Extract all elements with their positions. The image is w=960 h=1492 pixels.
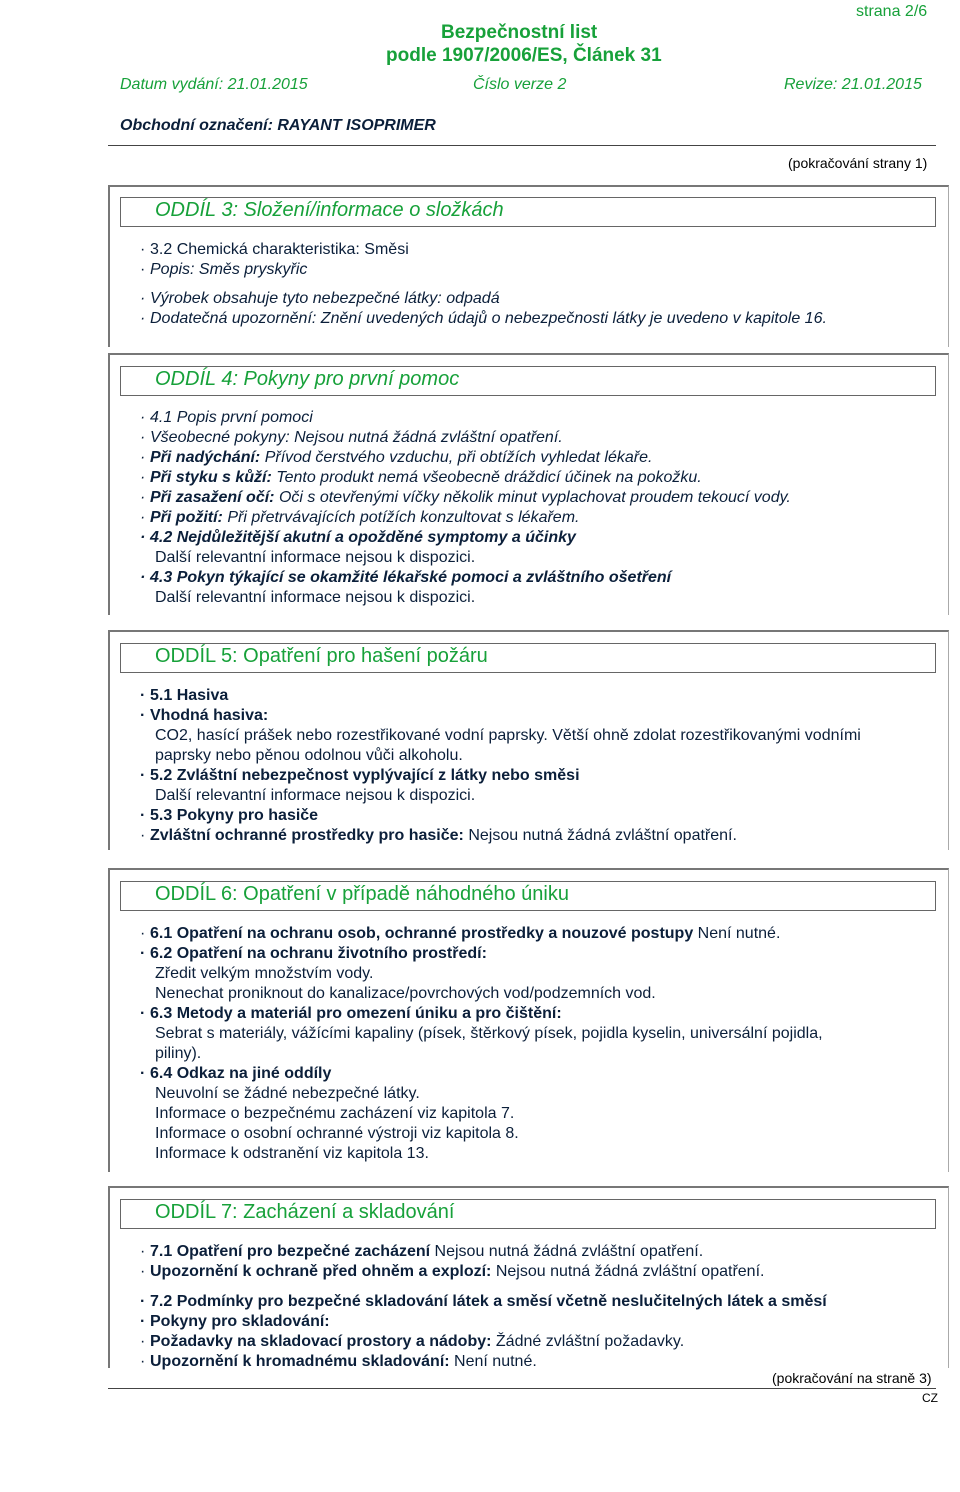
- s5-line-1: · 5.1 Hasiva: [140, 687, 229, 704]
- section-5-title: ODDÍL 5: Opatření pro hašení požáru: [155, 645, 488, 667]
- document-subtitle: podle 1907/2006/ES, Článek 31: [386, 45, 662, 66]
- section-7-title: ODDÍL 7: Zacházení a skladování: [155, 1201, 455, 1223]
- s7-line-5: · Požadavky na skladovací prostory a nádoby: Žádné zvláštní požadavky.: [140, 1333, 685, 1350]
- s7-line-2: · Upozornění k ochraně před ohněm a explozí: Nejsou nutná žádná zvláštní opatření.: [140, 1263, 765, 1280]
- s4-line-4: · Při styku s kůží: Tento produkt nemá všeobecně dráždicí účinek na pokožku.: [140, 469, 702, 486]
- s5-line-2: · Vhodná hasiva:: [140, 707, 269, 724]
- issue-date: Datum vydání: 21.01.2015: [120, 76, 308, 93]
- header-rule: [108, 145, 936, 146]
- s7-line-3: · 7.2 Podmínky pro bezpečné skladování látek a směsí včetně neslučitelných látek a směsí: [140, 1293, 827, 1310]
- footer-rule: [108, 1388, 936, 1389]
- section-4-title: ODDÍL 4: Pokyny pro první pomoc: [155, 368, 460, 390]
- s5-line-6: Další relevantní informace nejsou k dispozici.: [155, 787, 476, 804]
- s5-line-4: paprsky nebo pěnou odolnou vůči alkoholu.: [155, 747, 463, 764]
- s4-line-10: Další relevantní informace nejsou k dispozici.: [155, 589, 476, 606]
- s3-line-3: · Výrobek obsahuje tyto nebezpečné látky: odpadá: [140, 290, 500, 307]
- s3-line-2: · Popis: Směs pryskyřic: [140, 261, 308, 278]
- s6-line-11: Informace o osobní ochranné výstroji viz kapitola 8.: [155, 1125, 519, 1142]
- s5-line-8: · Zvláštní ochranné prostředky pro hasiče: Nejsou nutná žádná zvláštní opatření.: [140, 827, 737, 844]
- s4-line-3: · Při nadýchání: Přívod čerstvého vzduchu, při obtížích vyhledat lékaře.: [140, 449, 653, 466]
- s7-line-6: · Upozornění k hromadnému skladování: Není nutné.: [140, 1353, 537, 1370]
- version-number: Číslo verze 2: [473, 76, 567, 93]
- s4-line-6: · Při požití: Při přetrvávajících potížích konzultovat s lékařem.: [140, 509, 580, 526]
- s7-line-4: · Pokyny pro skladování:: [140, 1313, 330, 1330]
- s4-line-9: · 4.3 Pokyn týkající se okamžité lékařské pomoci a zvláštního ošetření: [140, 569, 672, 586]
- s3-line-1: · 3.2 Chemická charakteristika: Směsi: [140, 241, 409, 258]
- continued-from: (pokračování strany 1): [788, 155, 928, 171]
- trade-name: Obchodní označení: RAYANT ISOPRIMER: [120, 117, 436, 134]
- s6-line-8: · 6.4 Odkaz na jiné oddíly: [140, 1065, 332, 1082]
- continued-to: (pokračování na straně 3): [772, 1370, 932, 1386]
- language-code: CZ: [922, 1391, 938, 1405]
- revision-date: Revize: 21.01.2015: [784, 76, 922, 93]
- s6-line-5: · 6.3 Metody a materiál pro omezení úniku a pro čištění:: [140, 1005, 562, 1022]
- s6-line-6: Sebrat s materiály, vážícími kapaliny (písek, štěrkový písek, pojidla kyselin, universální pojidla,: [155, 1025, 823, 1042]
- s6-line-1: · 6.1 Opatření na ochranu osob, ochranné prostředky a nouzové postupy Není nutné.: [140, 925, 781, 942]
- s5-line-7: · 5.3 Pokyny pro hasiče: [140, 807, 319, 824]
- s7-line-1: · 7.1 Opatření pro bezpečné zacházení Nejsou nutná žádná zvláštní opatření.: [140, 1243, 704, 1260]
- s6-line-2: · 6.2 Opatření na ochranu životního prostředí:: [140, 945, 487, 962]
- s6-line-7: piliny).: [155, 1045, 202, 1062]
- s5-line-5: · 5.2 Zvláštní nebezpečnost vyplývající z látky nebo směsi: [140, 767, 580, 784]
- s4-line-1: · 4.1 Popis první pomoci: [140, 409, 313, 426]
- s5-line-3: CO2, hasící prášek nebo rozestřikované vodní paprsky. Větší ohně zdolat rozestřikovanými vodními: [155, 727, 861, 744]
- s3-line-4: · Dodatečná upozornění: Znění uvedených údajů o nebezpečnosti látky je uvedeno v kapitole 16.: [140, 310, 827, 327]
- s4-line-5: · Při zasažení očí: Oči s otevřenými víčky několik minut vyplachovat proudem tekoucí vody.: [140, 489, 791, 506]
- s6-line-3: Zředit velkým množstvím vody.: [155, 965, 374, 982]
- s6-line-4: Nenechat proniknout do kanalizace/povrchových vod/podzemních vod.: [155, 985, 656, 1002]
- s6-line-10: Informace o bezpečnému zacházení viz kapitola 7.: [155, 1105, 515, 1122]
- page-number: strana 2/6: [856, 3, 928, 20]
- s4-line-8: Další relevantní informace nejsou k dispozici.: [155, 549, 476, 566]
- s6-line-9: Neuvolní se žádné nebezpečné látky.: [155, 1085, 420, 1102]
- section-3-title: ODDÍL 3: Složení/informace o složkách: [155, 199, 504, 221]
- document-title: Bezpečnostní list: [441, 22, 598, 43]
- s4-line-2: · Všeobecné pokyny: Nejsou nutná žádná zvláštní opatření.: [140, 429, 563, 446]
- s6-line-12: Informace k odstranění viz kapitola 13.: [155, 1145, 429, 1162]
- s4-line-7: · 4.2 Nejdůležitější akutní a opožděné symptomy a účinky: [140, 529, 576, 546]
- section-6-title: ODDÍL 6: Opatření v případě náhodného úniku: [155, 883, 569, 905]
